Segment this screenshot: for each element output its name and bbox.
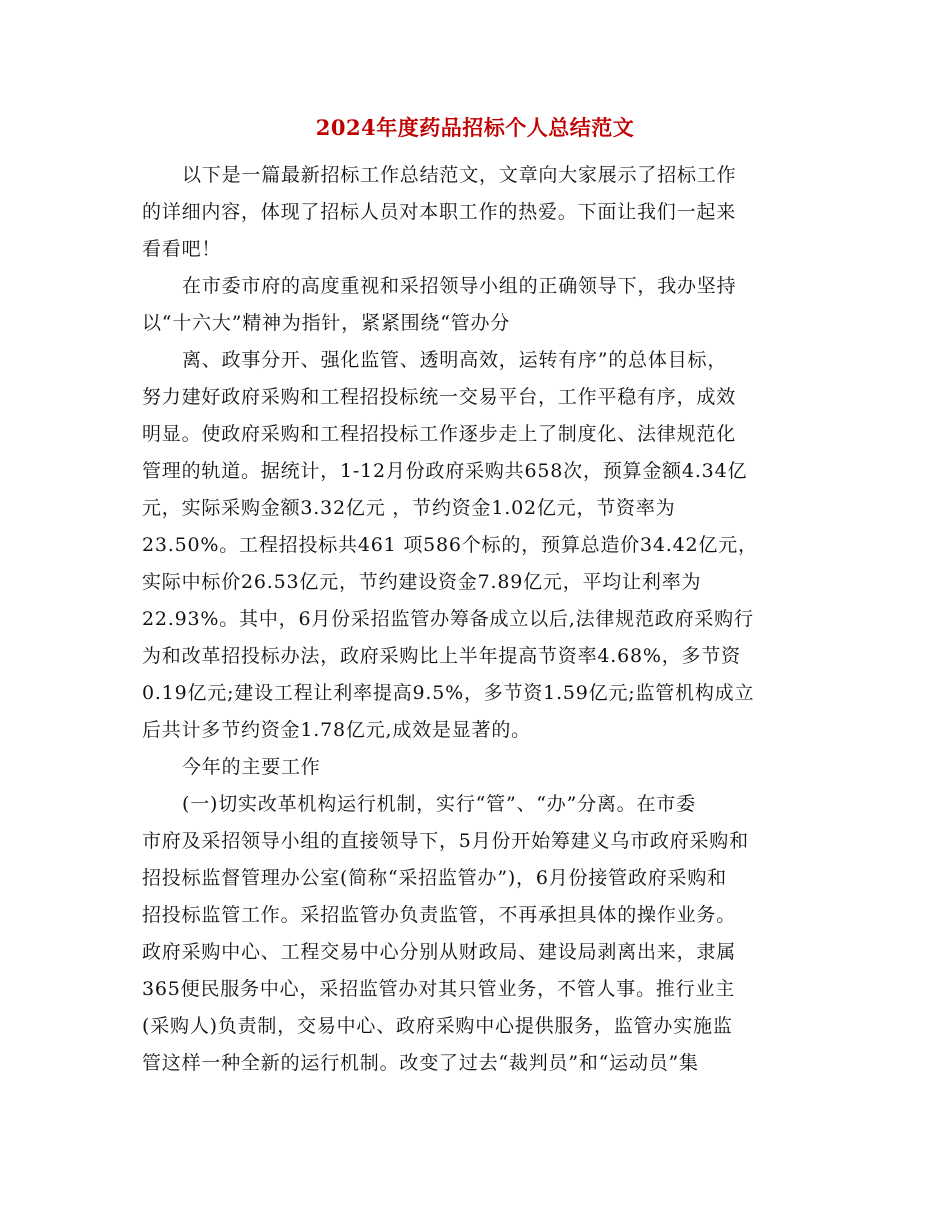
text-line: 0.19亿元;建设工程让利率提高9.5%，多节资1.59亿元;监管机构成立 — [142, 682, 755, 704]
text-line: 22.93%。其中，6月份采招监管办筹备成立以后,法律规范政府采购行 — [142, 608, 754, 630]
text-line: 在市委市府的高度重视和采招领导小组的正确领导下，我办坚持 — [182, 275, 737, 297]
document-body — [142, 157, 810, 1082]
text-line: 招投标监督管理办公室(简称“采招监管办”)，6月份接管政府采购和 — [142, 867, 727, 889]
text-line: 以“十六大”精神为指针，紧紧围绕“管办分 — [142, 312, 511, 334]
text-line: 看看吧！ — [142, 238, 222, 260]
text-line: 实际中标价26.53亿元，节约建设资金7.89亿元，平均让利率为 — [142, 571, 702, 593]
text-line: 365便民服务中心，采招监管办对其只管业务，不管人事。推行业主 — [142, 978, 736, 1000]
text-line: 明显。使政府采购和工程招投标工作逐步走上了制度化、法律规范化 — [142, 423, 737, 445]
text-line: 管理的轨道。据统计，1-12月份政府采购共658次，预算金额4.34亿 — [142, 460, 748, 482]
text-line: 以下是一篇最新招标工作总结范文，文章向大家展示了招标工作 — [182, 164, 737, 186]
text-line: (一)切实改革机构运行机制，实行“管”、“办”分离。在市委 — [182, 793, 696, 815]
text-line: 招投标监管工作。采招监管办负责监管，不再承担具体的操作业务。 — [142, 904, 737, 926]
text-line: 努力建好政府采购和工程招投标统一交易平台，工作平稳有序，成效 — [142, 386, 737, 408]
document-title: 2024年度药品招标个人总结范文 — [315, 115, 635, 140]
text-line: 为和改革招投标办法，政府采购比上半年提高节资率4.68%，多节资 — [142, 645, 741, 667]
text-line: 后共计多节约资金1.78亿元,成效是显著的。 — [142, 719, 531, 741]
text-line: 今年的主要工作 — [182, 756, 321, 778]
text-line: 管这样一种全新的运行机制。改变了过去“裁判员”和“运动员”集 — [142, 1052, 699, 1074]
text-line: 元，实际采购金额3.32亿元 ，节约资金1.02亿元，节资率为 — [142, 497, 676, 519]
text-line: (采购人)负责制，交易中心、政府采购中心提供服务，监管办实施监 — [142, 1015, 733, 1037]
text-line: 23.50%。工程招投标共461 项586个标的，预算总造价34.42亿元， — [142, 534, 758, 556]
text-line: 市府及采招领导小组的直接领导下，5月份开始筹建义乌市政府采购和 — [142, 830, 749, 852]
text-line: 离、政事分开、强化监管、透明高效，运转有序”的总体目标， — [182, 349, 728, 371]
text-line: 政府采购中心、工程交易中心分别从财政局、建设局剥离出来，隶属 — [142, 941, 737, 963]
text-line: 的详细内容，体现了招标人员对本职工作的热爱。下面让我们一起来 — [142, 201, 737, 223]
